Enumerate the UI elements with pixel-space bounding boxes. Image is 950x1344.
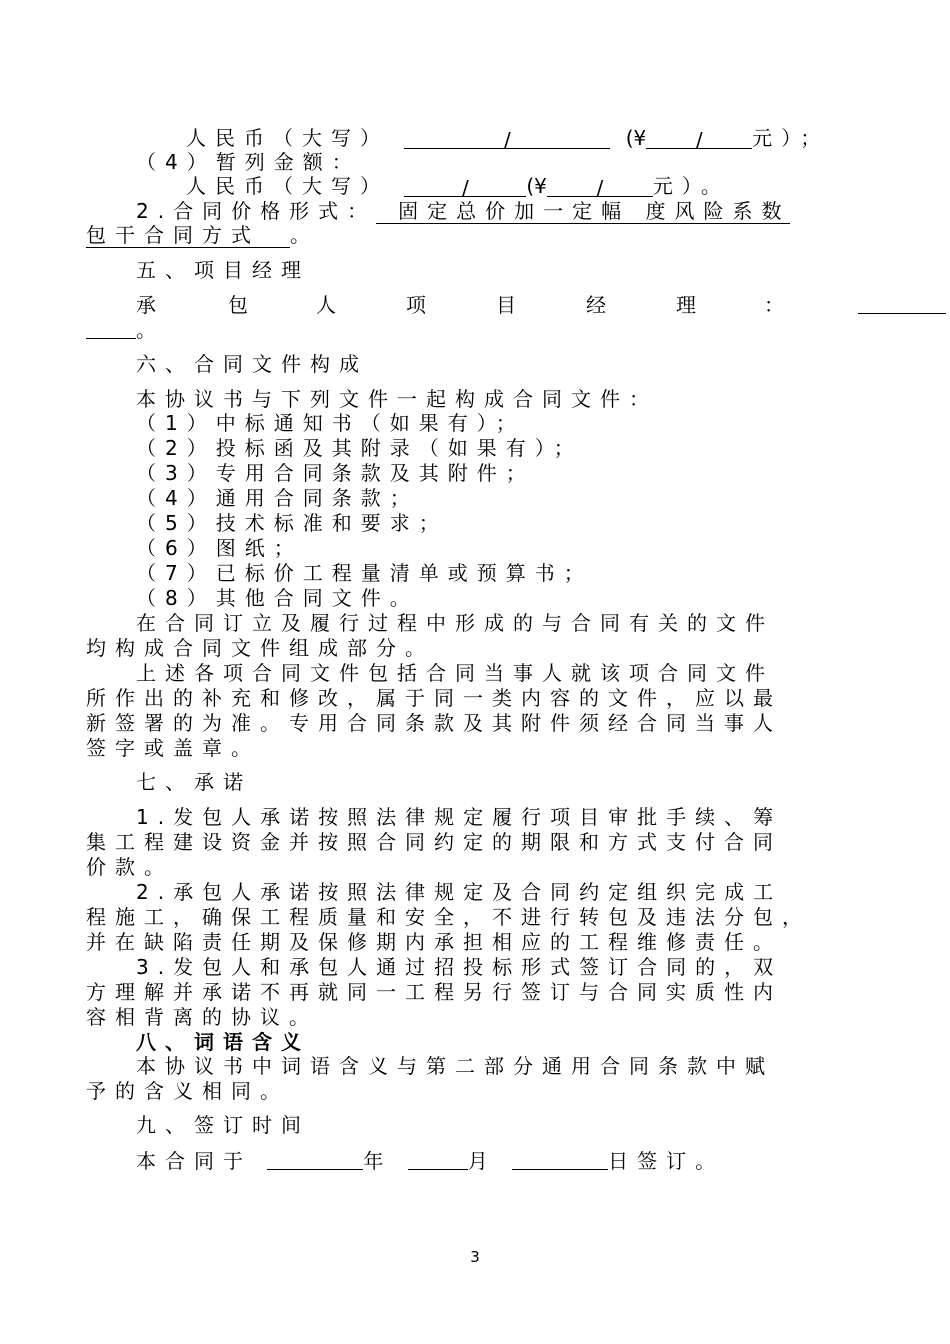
pm-blank-2: [86, 318, 136, 339]
price-form-line-2: 包干合同方式 。: [86, 223, 319, 247]
section-9-title: 九、签订时间: [136, 1113, 310, 1137]
price-form-line: [136, 199, 950, 223]
rmb-label: 人民币（大写）: [186, 126, 389, 150]
price-form-label: 2.合同价格形式：: [136, 199, 377, 223]
paragraph-line: 价款。: [86, 855, 173, 879]
section-6-title: 六、合同文件构成: [136, 352, 368, 376]
section-8-title: 八、词语含义: [136, 1030, 310, 1054]
sign-date-line: 本合同于 年 月 日签订。: [136, 1149, 725, 1173]
item-4-provisional: （4）暂列金额：: [136, 150, 361, 174]
yuan-close-2: 元）。: [652, 174, 730, 198]
list-item: （8）其他合同文件。: [136, 586, 419, 610]
yen-open-2: (¥: [526, 174, 547, 198]
list-item: （4）通用合同条款；: [136, 486, 419, 510]
paragraph-line: 本协议书中词语含义与第二部分通用合同条款中赋: [136, 1054, 774, 1078]
paragraph-line: 签字或盖章。: [86, 736, 260, 760]
paragraph-line: 集工程建设资金并按照合同约定的期限和方式支付合同: [86, 830, 782, 854]
yen-open: (¥: [625, 126, 647, 150]
paragraph-line: 3.发包人和承包人通过招投标形式签订合同的，双: [136, 955, 783, 979]
paragraph-line: 方理解并承诺不再就同一工程另行签订与合同实质性内: [86, 980, 782, 1004]
paragraph-line: 并在缺陷责任期及保修期内承担相应的工程维修责任。: [86, 930, 782, 954]
rmb-label-2: 人民币（大写）: [186, 174, 389, 198]
amount-blank-1: /: [404, 128, 610, 149]
section-7-title: 七、承诺: [136, 770, 252, 794]
list-item: （3）专用合同条款及其附件；: [136, 461, 535, 485]
paragraph-line: 容相背离的协议。: [86, 1005, 318, 1029]
paragraph-line: 均构成合同文件组成部分。: [86, 636, 434, 660]
month-blank: [408, 1149, 468, 1170]
day-blank: [512, 1149, 608, 1170]
price-form-value-2: 包干合同方式: [86, 223, 290, 248]
paragraph-line: 在合同订立及履行过程中形成的与合同有关的文件: [136, 611, 774, 635]
amount-blank-2: /: [404, 176, 526, 197]
paragraph-line: 程施工，确保工程质量和安全，不进行转包及违法分包，: [86, 905, 811, 929]
paragraph-line: 新签署的为准。专用合同条款及其附件须经合同当事人: [86, 711, 782, 735]
section-5-title: 五、项目经理: [136, 258, 310, 282]
rmb-line-1: [186, 126, 950, 150]
list-item: （1）中标通知书（如果有）；: [136, 411, 525, 435]
year-blank: [267, 1149, 363, 1170]
paragraph-line: 予的含义相同。: [86, 1079, 289, 1103]
page-number: 3: [470, 1248, 480, 1266]
list-item: （5）技术标准和要求；: [136, 511, 448, 535]
pm-line-2: 。: [86, 318, 950, 342]
yen-blank-2: /: [547, 176, 653, 197]
list-item: （7）已标价工程量清单或预算书；: [136, 561, 593, 585]
list-item: （2）投标函及其附录（如果有）；: [136, 436, 583, 460]
yuan-close: 元）；: [752, 126, 830, 150]
paragraph-line: 2.承包人承诺按照法律规定及合同约定组织完成工: [136, 880, 783, 904]
paragraph-line: 上述各项合同文件包括合同当事人就该项合同文件: [136, 661, 774, 685]
pm-blank: [858, 293, 946, 314]
paragraph-line: 1.发包人承诺按照法律规定履行项目审批手续、筹: [136, 805, 783, 829]
price-form-value: 固定总价加一定幅 度风险系数: [376, 199, 790, 224]
rmb-line-2: [186, 174, 950, 198]
paragraph-line: 所作出的补充和修改，属于同一类内容的文件，应以最: [86, 686, 782, 710]
list-item: （6）图纸；: [136, 536, 303, 560]
section-6-intro: 本协议书与下列文件一起构成合同文件：: [136, 387, 658, 411]
yen-blank-1: /: [646, 128, 752, 149]
